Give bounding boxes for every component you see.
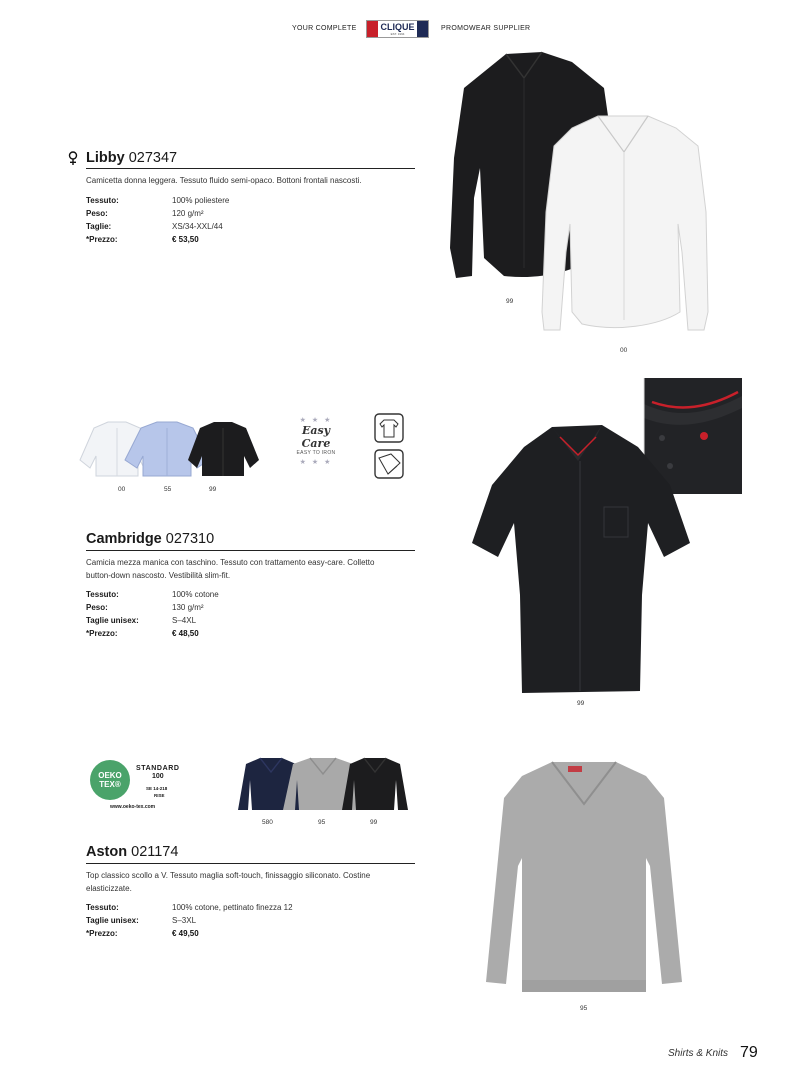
aston-swatch-code-grey: 95 — [318, 819, 326, 826]
cambridge-swatch-code-blue: 55 — [164, 486, 172, 493]
shirt-care-icon — [374, 413, 404, 443]
libby-description: Camicetta donna leggera. Tessuto fluido semi-opaco. Bottoni frontali nascosti. — [86, 176, 362, 185]
aston-title: Aston 021174 — [86, 844, 179, 860]
cambridge-swatch-code-white: 00 — [118, 486, 126, 493]
cambridge-main-color-code: 99 — [577, 700, 585, 707]
cambridge-swatch-code-black: 99 — [209, 486, 217, 493]
header-tagline-left: YOUR COMPLETE — [292, 25, 357, 32]
libby-color-code-white: 00 — [620, 347, 628, 354]
oeko-tex-logo: OEKO TEX® — [90, 760, 130, 800]
oeko-cert-id: SE 14-218 — [146, 786, 168, 791]
footer-section-name: Shirts & Knits — [668, 1048, 729, 1059]
oeko-institute: RISE — [154, 793, 165, 798]
easy-care-badge: ★ ★ ★ Easy Care EASY TO IRON ★ ★ ★ — [288, 416, 344, 468]
header-tagline-right: PROMOWEAR SUPPLIER — [441, 25, 531, 32]
cambridge-title: Cambridge 027310 — [86, 531, 215, 547]
cambridge-divider — [86, 550, 415, 551]
libby-divider — [86, 168, 415, 169]
female-symbol-icon — [68, 151, 78, 166]
aston-swatch-code-navy: 580 — [262, 819, 273, 826]
aston-swatch-code-black: 99 — [370, 819, 378, 826]
libby-white-blouse-image — [538, 112, 713, 337]
oeko-standard-label: STANDARD — [136, 765, 180, 772]
easy-care-title: Easy Care — [301, 424, 331, 450]
cambridge-black-shirt-image — [470, 415, 692, 695]
cambridge-description: Camicia mezza manica con taschino. Tessuto con trattamento easy-care. Colletto button-down nascosto. Vestibilità slim-fit. — [86, 558, 375, 580]
page-header — [0, 20, 796, 38]
page-number: 79 — [740, 1044, 758, 1061]
aston-description: Top classico scollo a V. Tessuto maglia soft-touch, finissaggio siliconato. Costine elasticizzate. — [86, 871, 371, 893]
aston-main-color-code: 95 — [580, 1005, 588, 1012]
aston-grey-sweater-image — [486, 758, 682, 994]
folded-fabric-icon — [374, 449, 404, 479]
oeko-tex-certification — [88, 758, 188, 814]
oeko-standard-number: 100 — [152, 773, 164, 780]
libby-color-code-black: 99 — [506, 298, 514, 305]
clique-logo: CLIQUE EST. 1994 — [366, 20, 429, 38]
aston-divider — [86, 863, 415, 864]
oeko-url: www.oeko-tex.com — [110, 804, 156, 810]
libby-title: Libby 027347 — [86, 150, 178, 166]
cambridge-swatch-black — [188, 420, 260, 478]
aston-swatch-black — [342, 756, 408, 812]
stars-icon: ★ ★ ★ — [299, 417, 333, 424]
easy-care-subtitle: EASY TO IRON — [296, 450, 336, 456]
